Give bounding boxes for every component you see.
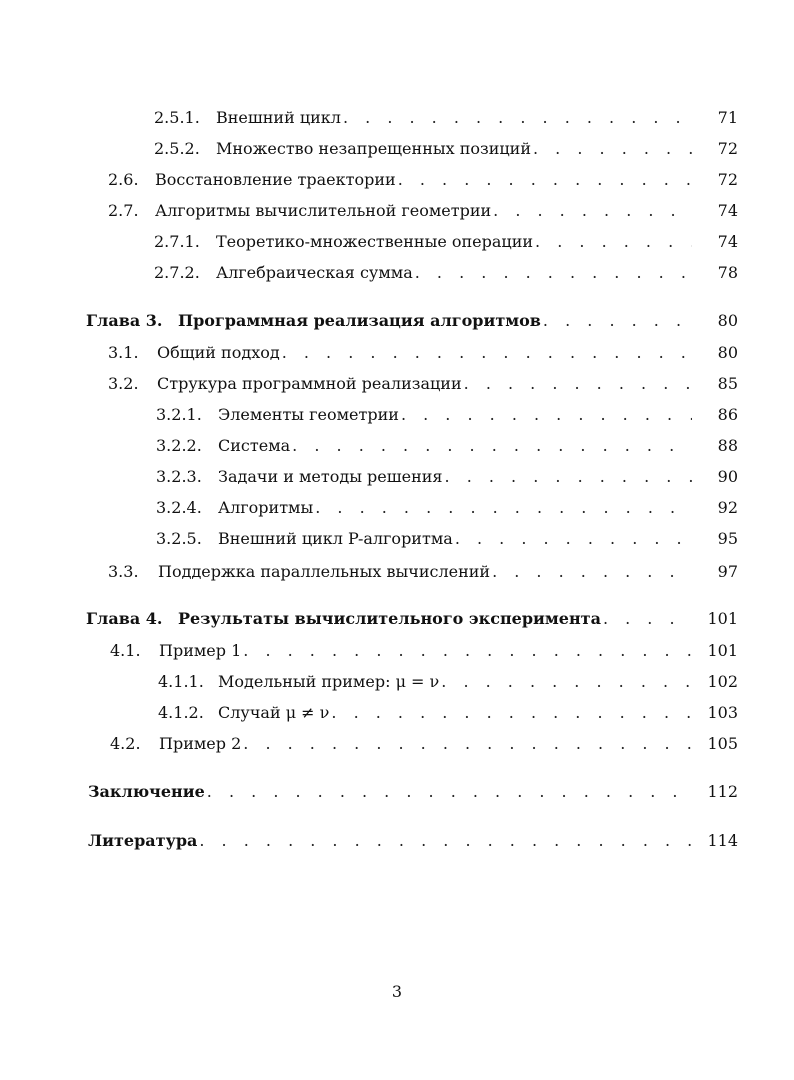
toc-entry[interactable] — [108, 197, 738, 221]
conclusion-title: Заключение — [88, 782, 205, 801]
entry-number: 3.1. — [108, 343, 139, 362]
entry-number: 3.2.1. — [156, 405, 202, 424]
entry-number: 3.2.3. — [156, 467, 202, 486]
entry-title: Элементы геометрии — [218, 405, 399, 424]
entry-page: 90 — [717, 467, 738, 486]
leader-dots — [415, 263, 692, 283]
chapter-page: 101 — [707, 609, 738, 628]
toc-chapter[interactable] — [86, 307, 738, 331]
leader-dots — [455, 529, 692, 549]
entry-number: 2.5.2. — [154, 139, 200, 158]
entry-title: Множество незапрещенных позиций — [216, 139, 531, 158]
leader-dots — [535, 232, 692, 252]
entry-number: 4.2. — [110, 734, 141, 753]
entry-title: Случай μ ≠ ν — [218, 703, 330, 722]
toc-entry[interactable] — [108, 558, 738, 582]
entry-title: Задачи и методы решения — [218, 467, 443, 486]
entry-number: 2.5.1. — [154, 108, 200, 127]
toc-entry[interactable] — [108, 339, 738, 363]
page-number: 3 — [391, 982, 403, 1001]
entry-page: 78 — [717, 263, 738, 282]
toc-entry[interactable] — [110, 637, 738, 661]
chapter-number: Глава 4. — [86, 609, 163, 628]
entry-title: Внешний цикл P-алгоритма — [218, 529, 453, 548]
leader-dots — [292, 436, 692, 456]
entry-title: Пример 1 — [159, 641, 242, 660]
entry-title: Поддержка параллельных вычислений — [158, 562, 491, 581]
entry-title: Алгоритмы вычислительной геометрии — [155, 201, 492, 220]
leader-dots — [603, 609, 692, 629]
references-title: Литература — [88, 831, 198, 850]
leader-dots — [533, 139, 692, 159]
entry-page: 72 — [717, 139, 738, 158]
toc-conclusion[interactable] — [88, 778, 738, 802]
entry-title: Пример 2 — [159, 734, 242, 753]
entry-page: 102 — [707, 672, 738, 691]
entry-page: 101 — [707, 641, 738, 660]
entry-page: 74 — [717, 201, 738, 220]
leader-dots — [398, 170, 692, 190]
entry-number: 3.2. — [108, 374, 139, 393]
leader-dots — [492, 562, 692, 582]
entry-page: 72 — [717, 170, 738, 189]
entry-page: 105 — [707, 734, 738, 753]
entry-number: 2.6. — [108, 170, 139, 189]
toc-chapter[interactable] — [86, 605, 738, 629]
entry-page: 85 — [717, 374, 738, 393]
entry-number: 2.7. — [108, 201, 139, 220]
entry-title: Модельный пример: μ = ν — [218, 672, 440, 691]
leader-dots — [243, 641, 692, 661]
toc-entry[interactable] — [156, 401, 738, 425]
chapter-title: Результаты вычислительного эксперимента — [178, 609, 601, 628]
toc-entry[interactable] — [156, 494, 738, 518]
entry-title: Восстановление траектории — [155, 170, 396, 189]
toc-entry[interactable] — [154, 135, 738, 159]
entry-number: 3.2.2. — [156, 436, 202, 455]
entry-page: 103 — [707, 703, 738, 722]
entry-title: Теоретико-множественные операции — [216, 232, 534, 251]
entry-number: 2.7.1. — [154, 232, 200, 251]
leader-dots — [464, 374, 692, 394]
chapter-title: Программная реализация алгоритмов — [178, 311, 541, 330]
toc-entry[interactable] — [156, 525, 738, 549]
toc-references[interactable] — [88, 827, 738, 851]
leader-dots — [493, 201, 692, 221]
entry-number: 4.1.1. — [158, 672, 204, 691]
leader-dots — [207, 782, 692, 802]
toc-entry[interactable] — [110, 730, 738, 754]
leader-dots — [441, 672, 692, 692]
conclusion-page: 112 — [707, 782, 738, 801]
references-page: 114 — [707, 831, 738, 850]
leader-dots — [199, 831, 692, 851]
leader-dots — [243, 734, 692, 754]
entry-page: 80 — [717, 343, 738, 362]
chapter-page: 80 — [717, 311, 738, 330]
entry-title: Общий подход — [157, 343, 280, 362]
toc-entry[interactable] — [158, 699, 738, 723]
toc-entry[interactable] — [108, 166, 738, 190]
toc-entry[interactable] — [158, 668, 738, 692]
entry-title: Система — [218, 436, 291, 455]
entry-title: Внешний цикл — [216, 108, 341, 127]
entry-title: Алгоритмы — [218, 498, 314, 517]
leader-dots — [315, 498, 692, 518]
leader-dots — [401, 405, 692, 425]
toc-entry[interactable] — [154, 104, 738, 128]
entry-page: 86 — [717, 405, 738, 424]
entry-title: Струкура программной реализации — [157, 374, 462, 393]
entry-number: 4.1. — [110, 641, 141, 660]
entry-page: 88 — [717, 436, 738, 455]
chapter-number: Глава 3. — [86, 311, 163, 330]
entry-page: 74 — [717, 232, 738, 251]
entry-page: 95 — [717, 529, 738, 548]
leader-dots — [282, 343, 692, 363]
entry-page: 71 — [717, 108, 738, 127]
entry-title: Алгебраическая сумма — [216, 263, 413, 282]
toc-entry[interactable] — [156, 463, 738, 487]
leader-dots — [543, 311, 692, 331]
leader-dots — [331, 703, 692, 723]
toc-entry[interactable] — [154, 259, 738, 283]
toc-entry[interactable] — [108, 370, 738, 394]
leader-dots — [445, 467, 692, 487]
leader-dots — [343, 108, 692, 128]
entry-page: 92 — [717, 498, 738, 517]
entry-number: 3.3. — [108, 562, 139, 581]
entry-number: 3.2.4. — [156, 498, 202, 517]
entry-number: 2.7.2. — [154, 263, 200, 282]
entry-page: 97 — [717, 562, 738, 581]
entry-number: 4.1.2. — [158, 703, 204, 722]
entry-number: 3.2.5. — [156, 529, 202, 548]
toc-entry[interactable] — [154, 228, 738, 252]
toc-entry[interactable] — [156, 432, 738, 456]
